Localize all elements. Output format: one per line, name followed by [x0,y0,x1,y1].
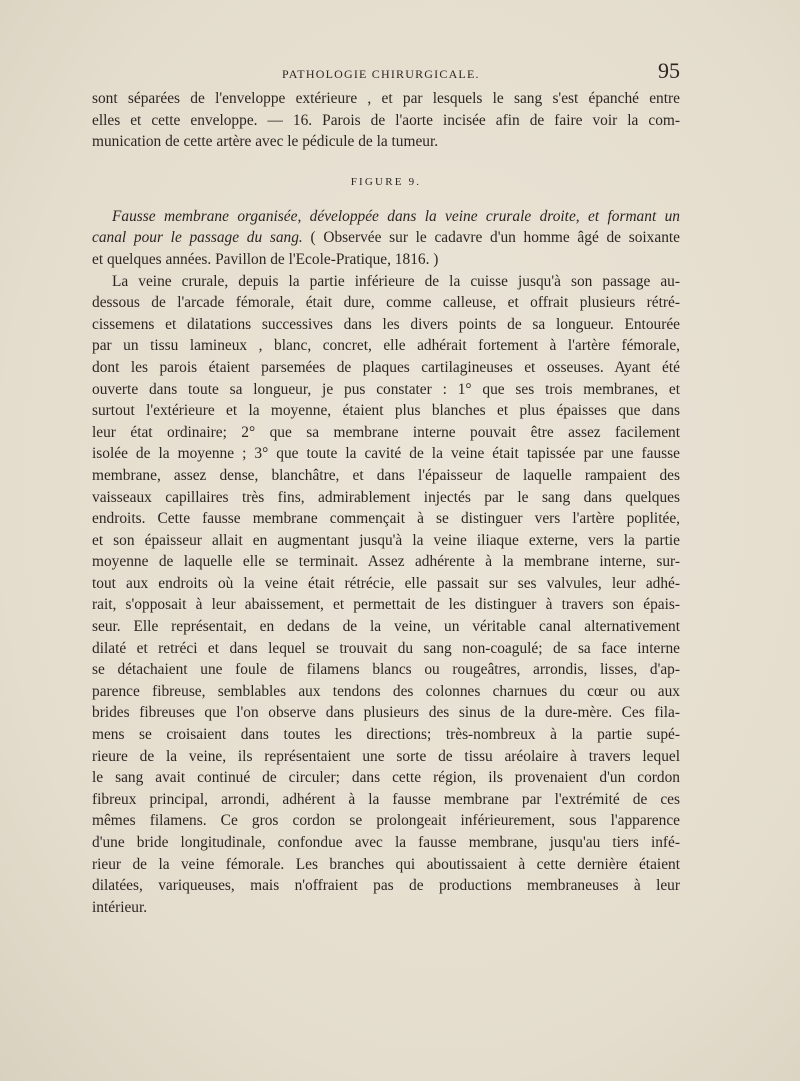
intro-line: munication de cette artère avec le pédicule de la tumeur. [92,133,439,151]
body-line: cissemens et dilatations successives dans les divers points de sa longueur. Entourée [92,315,680,333]
intro-line: elles et cette enveloppe. — 16. Parois de l'aorte incisée afin de faire voir la com- [92,111,680,129]
caption-line: et quelques années. Pavillon de l'Ecole-Pratique, 1816. ) [92,250,439,268]
caption-line [92,227,680,249]
body-line: mêmes filamens. Ce gros cordon se prolongeait inférieurement, sous l'apparence [92,812,680,830]
body-line: seur. Elle représentait, en dedans de la veine, un véritable canal alternativement [92,618,680,636]
body-line: moyenne de laquelle elle se terminait. Assez adhérente à la membrane interne, sur- [92,553,680,571]
body-line: d'une bride longitudinale, confondue avec la fausse membrane, jusqu'au tiers infé- [92,834,680,851]
body-line: dilaté et retréci et dans lequel se trouvait du sang non-coagulé; de sa face interne [92,639,680,657]
body-line: ouverte dans toute sa longueur, je pus constater : 1° que ses trois membranes, et [92,380,680,398]
text-block [92,88,680,918]
running-head [92,58,680,84]
body-line: brides fibreuses que l'on observe dans plusieurs des sinus de la dure-mère. Ces fila- [92,704,680,722]
body-line: tout aux endroits où la veine était rétrécie, elle passait sur ses valvules, leur adhé- [92,574,680,592]
body-line: par un tissu lamineux , blanc, concret, elle adhérait fortement à l'artère fémorale, [92,337,680,355]
body-paragraph [92,271,680,919]
body-line: fibreux principal, arrondi, adhérent à la fausse membrane par l'extrémité de ces [92,790,680,808]
body-line: La veine crurale, depuis la partie inférieure de la cuisse jusqu'à son passage au- [112,272,680,290]
figure-heading: FIGURE 9. [350,175,422,188]
body-line: dilatées, variqueuses, mais n'offraient pas de productions membraneuses à leur [92,877,680,895]
body-line: membrane, assez dense, blanchâtre, et dans l'épaisseur de laquelle rampaient des [92,466,680,484]
caption-line: Fausse membrane organisée, développée dans la veine crurale droite, et formant un [112,207,680,225]
caption-text: ( Observée sur le cadavre d'un homme âgé de soixante [302,229,680,247]
running-title: PATHOLOGIE CHIRURGICALE. [282,67,480,81]
body-line: surtout l'extérieure et la moyenne, étaient plus blanches et plus épaisses que dans [92,402,680,420]
body-line: se détachaient une foule de filamens blancs ou rougeâtres, arrondis, lisses, d'ap- [92,661,680,679]
body-line: mens se croisaient dans toutes les directions; très-nombreux à la partie supé- [92,726,680,744]
body-line: parence fibreuse, semblables aux tendons des colonnes charnues du cœur ou aux [92,682,680,700]
body-line: isolée de la moyenne ; 3° que toute la cavité de la veine était tapissée par une fausse [92,445,680,463]
body-line: dessous de l'arcade fémorale, était dure, comme calleuse, et offrait plusieurs rétré- [92,294,680,312]
body-line: rieur de la veine fémorale. Les branches qui aboutissaient à cette dernière étaient [92,855,680,873]
body-line: rait, s'opposait à leur abaissement, et permettait de les distinguer à travers son épais- [92,596,680,614]
body-line: et son épaisseur allait en augmentant jusqu'à la veine iliaque externe, vers la partie [92,531,680,549]
body-line: leur état ordinaire; 2° que sa membrane interne pouvait être assez facilement [92,423,680,441]
intro-paragraph [92,88,680,153]
caption-italic-text: canal pour le passage du sang. [92,229,303,247]
page-number: 95 [658,58,680,83]
body-line: rieure de la veine, ils représentaient une sorte de tissu aréolaire à travers lequel [92,747,680,765]
intro-line: sont séparées de l'enveloppe extérieure , et par lesquels le sang s'est épanché entre [92,90,680,107]
body-line: intérieur. [92,898,148,916]
body-line: vaisseaux capillaires très fins, admirablement injectés par le sang dans quelques [92,488,680,506]
body-line: dont les parois étaient parsemées de plaques cartilagineuses et osseuses. Ayant été [92,358,680,376]
figure-caption [92,206,680,271]
body-line: le sang avait continué de circuler; dans cette région, ils provenaient d'un cordon [92,769,680,787]
body-line: endroits. Cette fausse membrane commençait à se distinguer vers l'artère poplitée, [92,510,680,528]
